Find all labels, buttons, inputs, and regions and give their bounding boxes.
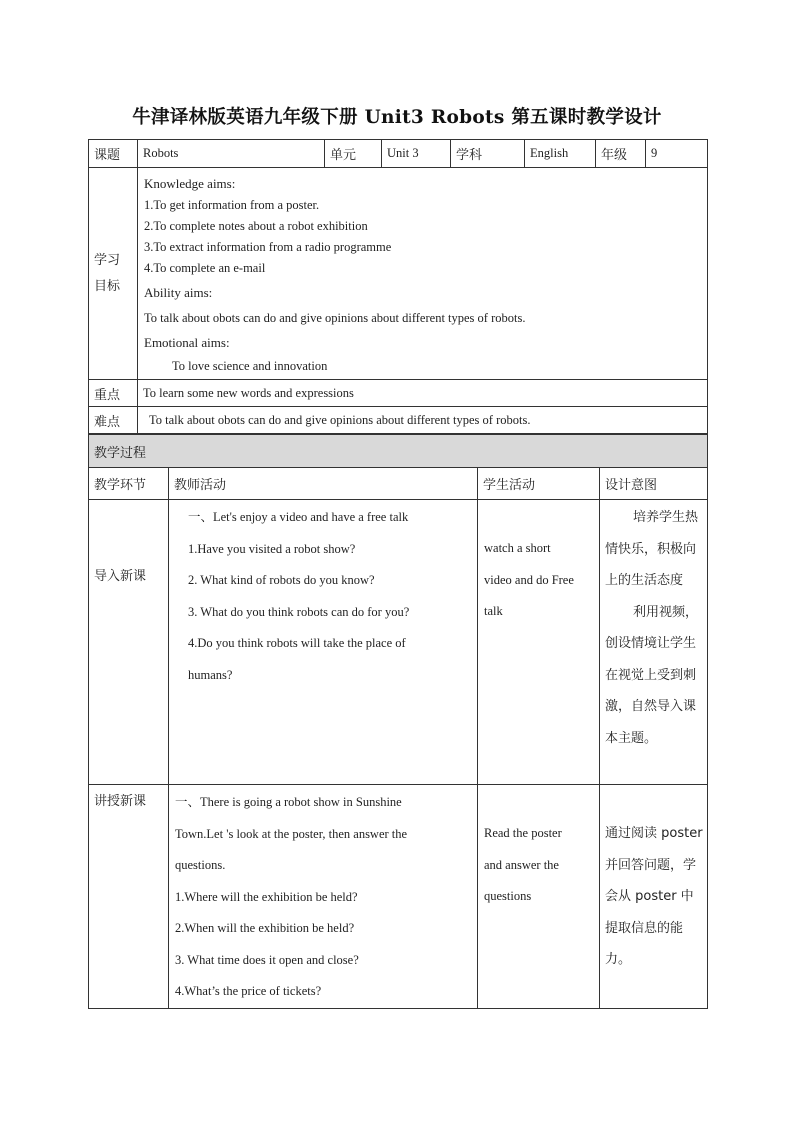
subject-value: English: [525, 140, 596, 168]
intro-teacher-activity: [169, 500, 478, 785]
intro-student-activity: [478, 500, 600, 785]
knowledge-aim-item: 1.To get information from a poster.: [144, 198, 320, 212]
key-point-row: [89, 380, 708, 407]
student-line: talk: [484, 604, 503, 618]
key-point-label: 重点: [89, 380, 138, 407]
teacher-line: 1.Have you visited a robot show?: [188, 541, 356, 556]
grade-label: 年级: [596, 140, 646, 168]
lesson-info-table: [88, 139, 708, 434]
teacher-line: 3. What time does it open and close?: [175, 952, 359, 967]
new-intent: [600, 785, 708, 1009]
intent-paragraph: 培养学生热情快乐，积极向上的生活态度: [605, 510, 699, 588]
subject-label: 学科: [451, 140, 525, 168]
aims-content: [138, 168, 708, 380]
topic-label: 课题: [89, 140, 138, 168]
header-student: 学生活动: [478, 468, 600, 500]
new-stage: 讲授新课: [89, 785, 169, 1009]
difficult-point-text: To talk about obots can do and give opinions about different types of robots.: [138, 407, 708, 434]
new-student-activity: [478, 785, 600, 1009]
grade-value: 9: [646, 140, 708, 168]
teacher-line: 4.What’s the price of tickets?: [175, 984, 322, 998]
aims-row: [89, 168, 708, 380]
aims-label-line1: 学习: [94, 252, 121, 268]
process-title-row: [89, 435, 708, 468]
knowledge-aim-item: 3.To extract information from a radio programme: [144, 240, 392, 254]
teacher-line: 3. What do you think robots can do for you?: [188, 604, 410, 619]
intent-paragraph: 通过阅读 poster 并回答问题，学会从 poster 中提取信息的能力。: [605, 826, 703, 967]
process-row-intro: [89, 500, 708, 785]
teacher-line: 2.When will the exhibition be held?: [175, 921, 355, 935]
process-header-row: [89, 468, 708, 500]
aims-label: [89, 168, 138, 380]
ability-aims-text: To talk about obots can do and give opinions about different types of robots.: [144, 311, 526, 325]
header-intent: 设计意图: [600, 468, 708, 500]
teacher-line: 一、There is going a robot show in Sunshine: [175, 795, 402, 809]
teacher-line: Town.Let 's look at the poster, then answer the: [175, 826, 408, 841]
teacher-line: 1.Where will the exhibition be held?: [175, 889, 358, 904]
new-teacher-activity: [169, 785, 478, 1009]
student-line: Read the poster: [484, 826, 562, 840]
header-stage: 教学环节: [89, 468, 169, 500]
info-row: [89, 140, 708, 168]
header-teacher: 教师活动: [169, 468, 478, 500]
unit-value: Unit 3: [382, 140, 451, 168]
teacher-line: 2. What kind of robots do you know?: [188, 573, 375, 587]
intro-intent: [600, 500, 708, 785]
teacher-line: humans?: [188, 667, 233, 682]
intro-stage: 导入新课: [89, 500, 169, 785]
student-line: video and do Free: [484, 572, 574, 587]
ability-aims-title: Ability aims:: [144, 285, 213, 300]
intent-paragraph: 利用视频，创设情境让学生在视觉上受到刺激，自然导入课本主题。: [605, 604, 699, 746]
process-row-new: [89, 785, 708, 1009]
student-line: watch a short: [484, 541, 551, 555]
emotional-aims-text: To love science and innovation: [172, 359, 328, 373]
aims-label-line2: 目标: [94, 278, 121, 294]
teacher-line: 一、Let's enjoy a video and have a free talk: [188, 510, 409, 524]
knowledge-aim-item: 2.To complete notes about a robot exhibition: [144, 219, 368, 233]
teacher-line: questions.: [175, 858, 226, 872]
emotional-aims-title: Emotional aims:: [144, 335, 230, 350]
teacher-line: 4.Do you think robots will take the place of: [188, 636, 406, 650]
teaching-process-table: [88, 434, 708, 1009]
difficult-point-label: 难点: [89, 407, 138, 434]
student-line: questions: [484, 889, 532, 903]
difficult-point-row: [89, 407, 708, 434]
knowledge-aims-title: Knowledge aims:: [144, 176, 236, 191]
student-line: and answer the: [484, 857, 559, 872]
page-title: 牛津译林版英语九年级下册 Unit3 Robots 第五课时教学设计: [132, 107, 662, 128]
unit-label: 单元: [325, 140, 382, 168]
knowledge-aim-item: 4.To complete an e-mail: [144, 261, 266, 275]
topic-value: Robots: [138, 140, 325, 168]
process-title: 教学过程: [89, 435, 708, 468]
key-point-text: To learn some new words and expressions: [138, 380, 708, 407]
